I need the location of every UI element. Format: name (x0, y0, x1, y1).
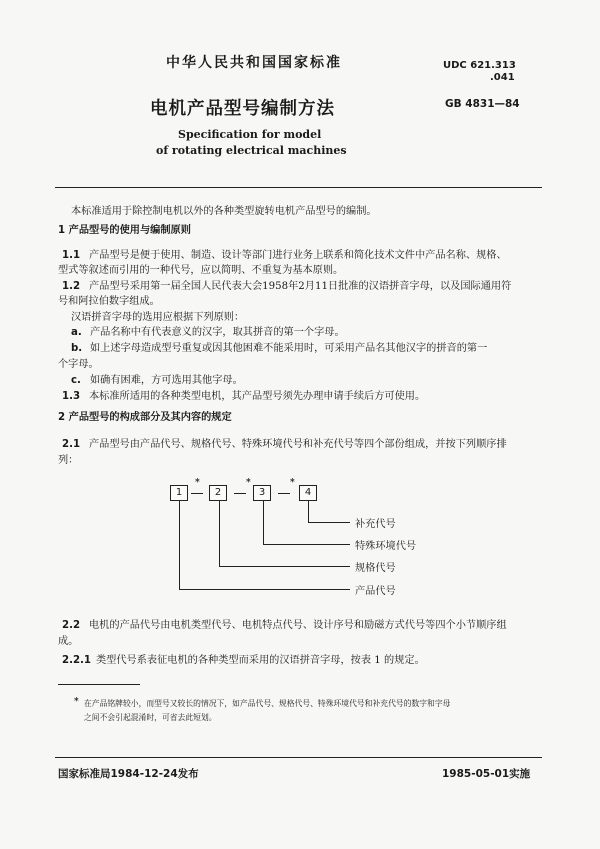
leader-line-supplement (308, 501, 309, 522)
document-title: 电机产品型号编制方法 (150, 99, 335, 119)
gb-code: GB 4831—84 (445, 98, 520, 110)
clause-1-2-principles: 汉语拼音字母的选用应根据下列原则： (71, 312, 245, 323)
special-env-code-box: 3 (253, 485, 271, 501)
spec-code-box: 2 (209, 485, 227, 501)
clause-1-1-text-cont: 型式等叙述而引用的一种代号，应以简明、不重复为基本原则。 (58, 265, 344, 276)
item-c-mark: c. (71, 375, 81, 386)
special-env-code-label: 特殊环境代号 (355, 541, 417, 552)
standard-heading: 中华人民共和国国家标准 (166, 55, 342, 71)
leader-line-special-env (263, 501, 264, 544)
dash-footnote-mark-2: * (246, 478, 251, 488)
item-a-mark: a. (71, 327, 82, 338)
footer-divider (55, 757, 542, 758)
clause-1-2-text-cont: 号和阿拉伯数字组成。 (58, 296, 160, 307)
product-code-label: 产品代号 (355, 586, 396, 597)
udc-subcode: .041 (490, 72, 515, 83)
clause-1-3-number: 1.3 (62, 391, 81, 402)
dash-footnote-mark-1: * (195, 478, 200, 488)
clause-1-2-number: 1.2 (62, 281, 81, 292)
leader-arm-product (179, 589, 350, 590)
clause-2-1-number: 2.1 (62, 439, 81, 450)
supplement-code-box: 4 (299, 485, 317, 501)
clause-2-2-text: 电机的产品代号由电机类型代号、电机特点代号、设计序号和励磁方式代号等四个小节顺序组 (89, 620, 507, 631)
clause-2-1-text-cont: 列： (58, 455, 79, 466)
effective-date: 1985-05-01实施 (442, 768, 531, 780)
footnote-text: 在产品铭牌较小，而型号又较长的情况下，如产品代号、规格代号、特殊环境代号和补充代号的数字和字母 (84, 699, 451, 708)
leader-line-spec (219, 501, 220, 566)
footnote-text-cont: 之间不会引起混淆时，可省去此短划。 (84, 713, 217, 722)
spec-code-label: 规格代号 (355, 563, 396, 574)
leader-arm-spec (219, 566, 350, 567)
intro-paragraph: 本标准适用于除控制电机以外的各种类型旋转电机产品型号的编制。 (71, 206, 377, 217)
item-b-text: 如上述字母造成型号重复或因其他困难不能采用时，可采用产品名其他汉字的拼音的第一 (90, 343, 488, 354)
connector-dash-3 (278, 493, 290, 494)
section-1-heading: 1 产品型号的使用与编制原则 (58, 225, 191, 236)
clause-1-1-text: 产品型号是便于使用、制造、设计等部门进行业务上联系和简化技术文件中产品名称、规格、 (89, 250, 507, 261)
footnote-divider (58, 684, 140, 685)
clause-1-3-text: 本标准所适用的各种类型电机，其产品型号须先办理申请手续后方可使用。 (89, 391, 426, 402)
item-b-mark: b. (71, 343, 83, 354)
english-title-line2: of rotating electrical machines (156, 144, 347, 157)
footnote-mark: * (74, 697, 79, 707)
header-divider (55, 187, 542, 188)
clause-2-1-text: 产品型号由产品代号、规格代号、特殊环境代号和补充代号等四个部份组成，并按下列顺序排 (89, 439, 507, 450)
leader-line-product (179, 501, 180, 589)
clause-2-2-1-text: 类型代号系表征电机的各种类型而采用的汉语拼音字母，按表 1 的规定。 (96, 655, 425, 666)
connector-dash-2 (234, 493, 246, 494)
section-2-heading: 2 产品型号的构成部分及其内容的规定 (58, 412, 232, 423)
udc-code: UDC 621.313 (443, 60, 516, 71)
dash-footnote-mark-3: * (290, 478, 295, 488)
item-b-text-cont: 个字母。 (58, 359, 99, 370)
clause-1-2-text: 产品型号采用第一届全国人民代表大会1958年2月11日批准的汉语拼音字母，以及国际通用符 (89, 281, 512, 292)
connector-dash-1 (191, 493, 203, 494)
item-c-text: 如确有困难，方可选用其他字母。 (90, 375, 243, 386)
leader-arm-special-env (263, 544, 350, 545)
supplement-code-label: 补充代号 (355, 519, 396, 530)
item-a-text: 产品名称中有代表意义的汉字，取其拼音的第一个字母。 (90, 327, 345, 338)
clause-2-2-1-number: 2.2.1 (62, 655, 92, 666)
english-title-line1: Specification for model (178, 128, 322, 141)
clause-1-1-number: 1.1 (62, 250, 81, 261)
clause-2-2-number: 2.2 (62, 620, 81, 631)
clause-2-2-text-cont: 成。 (58, 636, 79, 647)
product-code-box: 1 (170, 485, 188, 501)
leader-arm-supplement (308, 522, 350, 523)
issue-date: 国家标准局1984-12-24发布 (58, 768, 199, 780)
